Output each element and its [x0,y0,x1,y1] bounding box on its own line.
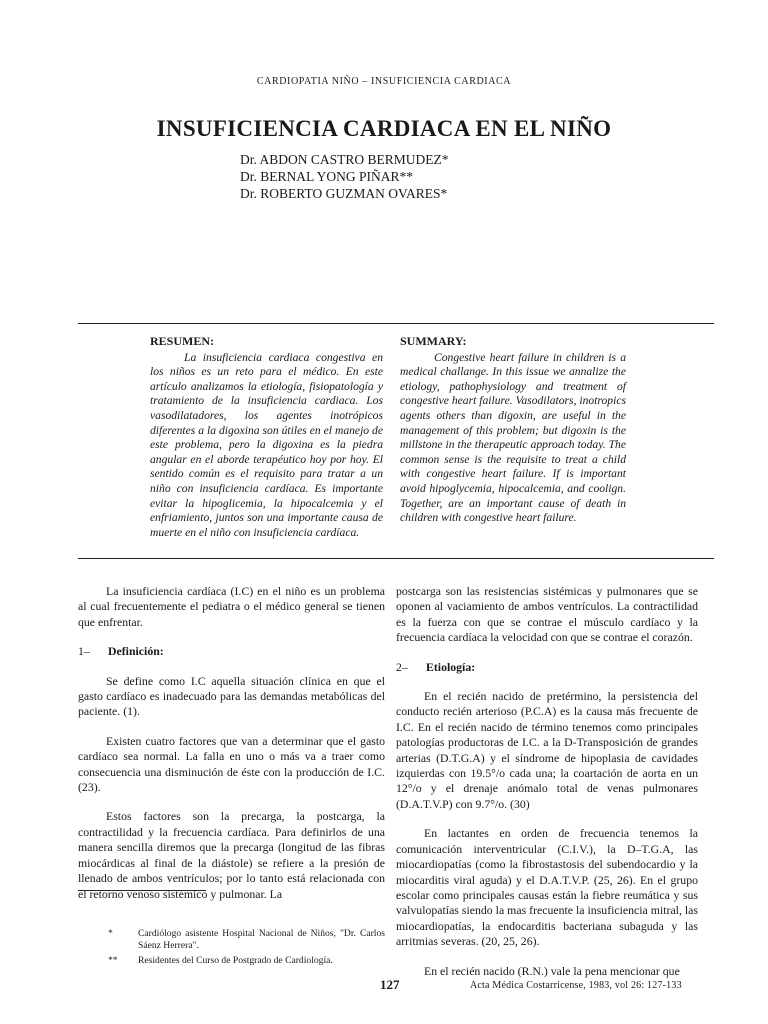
body-paragraph: En lactantes en orden de frecuencia tenemos la comunicación interventricular (C.I.V.), la D–T.G.A, las miocardiopatías (como la fibrostastosis del subendocardio y la miocarditis viral aguda) y el D.A.T.V.P. (25, 26). En el grupo escolar como principales causas están la fiebre reumática y sus valvulopatías siendo la mas frecuente la insuficiencia mitral, las miocardiopatías, la endocarditis bacteriana subaguda y las arritmias severas. (20, 25, 26). [396,826,698,949]
section-title: Etiología: [426,659,476,674]
resumen-text: La insuficiencia cardiaca congestiva en los niños es un reto para el médico. En este artículo analizamos la etiología, fisiopatología y tratamiento de la insuficiencia cardiaca. Los vasodilatadores, los agentes inotrópicos diferentes a la digoxina son útiles en el manejo de este problema, pero la digoxina es la piedra angular en el aborde terapéutico hoy por hoy. El sentido común es el requisito para tratar a un niño con insuficiencia cardíaca. Es importante evitar la hipoglicemia, la hipocalcemia y el enfriamiento, juntos son una importante causa de muerte en el niño con insuficiencia cardíaca. [150,350,383,539]
body-paragraph: La insuficiencia cardíaca (I.C) en el niño es un problema al cual frecuentemente el pediatra o el médico general se tienen que enfrentar. [78,584,385,629]
abstract-bottom-rule [78,558,714,559]
body-paragraph: En el recién nacido (R.N.) vale la pena mencionar que [424,963,680,978]
body-paragraph: Se define como I.C aquella situación clínica en que el gasto cardíaco es inadecuado para las demandas metabólicas del paciente. (1). [78,673,385,719]
resumen-block [150,334,383,540]
summary-block [400,334,626,526]
author-name: Dr. ROBERTO GUZMAN OVARES* [240,186,448,201]
footnote-mark: * [108,928,113,939]
section-heading-etiologia [396,660,698,675]
footnote-text: Cardiólogo asistente Hospital Nacional de Niños, "Dr. Carlos Sáenz Herrera". [138,928,385,951]
body-paragraph: En el recién nacido de pretérmino, la persistencia del conducto recién arterioso (P.C.A) es la causa más frecuente de I.C. En el recién nacido de término tenemos como principales patologías productoras de I.C. a la D-Transposición de grandes arterias (D.T.G.A) y el síndrome de hipoplasia de cavidades izquierdas con 19.5°/o cada una; la coartación de aorta en un 12°/o y el drenaje anómalo total de venas pulmonares (D.A.T.V.P) con 9.7°/o. (30) [396,689,698,811]
section-title: Definición: [108,644,164,659]
author-name: Dr. BERNAL YONG PIÑAR** [240,169,414,184]
section-heading-definicion [78,644,385,659]
summary-heading: SUMMARY: [400,334,467,348]
section-number: 1– [78,644,90,659]
body-column-right [396,584,698,993]
footnote [108,955,385,967]
footnotes [108,928,385,970]
body-column-left [78,584,385,916]
abstract-top-rule [78,323,714,324]
section-number: 2– [396,659,408,674]
summary-text: Congestive heart failure in children is a medical challange. In this issue we annalize the etiology, pathophysiology and treatment of congestive heart failure. Vasodilators, inotropics agents others than digoxin, are useful in the management of this problem; but digoxin is the millstone in the therapeutic approach today. The common sense is the requisite to treat a child with congestive heart failure. If is important avoid hipoglycemia, hipocalcemia, and coolign. Together, are an important cause of death in children with congestive heart failure. [400,350,626,525]
resumen-heading: RESUMEN: [150,334,215,348]
footnote-mark: ** [108,955,118,966]
author-list [240,151,449,202]
footnote [108,928,385,952]
author-name: Dr. ABDON CASTRO BERMUDEZ* [240,152,449,167]
running-head: CARDIOPATIA NIÑO – INSUFICIENCIA CARDIACA [256,76,512,87]
body-paragraph: Estos factores son la precarga, la postcarga, la contractilidad y la frecuencia cardíaca. Para definirlos de una manera sencilla diremos que la precarga (longitud de las fibras miocárdicas al final de la diástole) se refiere a la presión de llenado de ambos ventrículos; por lo tanto está relacionada con el retorno venoso sistémico y pulmonar. La [78,809,385,901]
body-paragraph: postcarga son las resistencias sistémicas y pulmonares que se oponen al vaciamiento de ambos ventrículos. La contractilidad es la fuerza con que se contrae el músculo cardíaco y la frecuencia cardíaca la velocidad con que se contrae el corazón. [396,584,698,645]
page-number: 127 [380,977,400,992]
footnote-text: Residentes del Curso de Postgrado de Cardiología. [138,955,333,966]
body-paragraph: Existen cuatro factores que van a determinar que el gasto cardíaco sea normal. La falla en uno o más va a traer como consecuencia una disminución de éste con la producción de I.C. (23). [78,733,385,795]
article-title: INSUFICIENCIA CARDIACA EN EL NIÑO [156,116,612,141]
footnote-rule [78,890,206,891]
journal-citation: Acta Médica Costarricense, 1983, vol 26: 127-133 [470,980,682,991]
